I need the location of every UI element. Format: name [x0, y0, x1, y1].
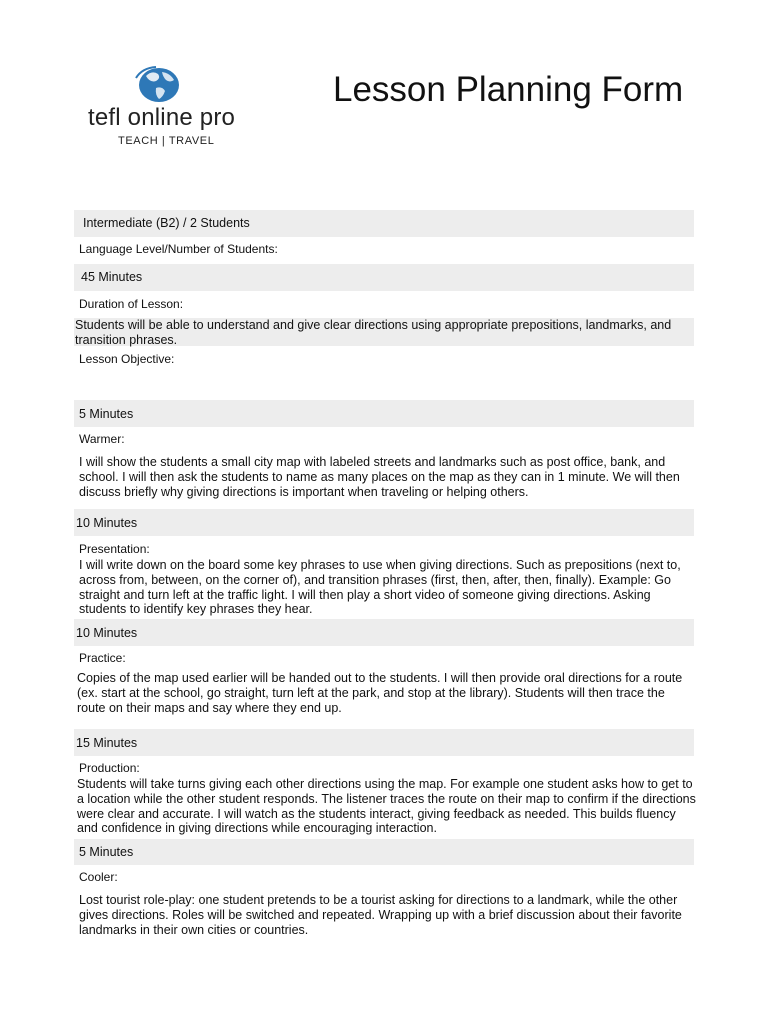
production-time-field: [74, 729, 694, 756]
practice-time: 10 Minutes: [76, 626, 138, 640]
practice-time-field: [74, 619, 694, 646]
cooler-time-field: [74, 839, 694, 865]
level-label: Language Level/Number of Students:: [79, 242, 278, 256]
warmer-time: 5 Minutes: [79, 407, 134, 421]
cooler-time: 5 Minutes: [79, 845, 134, 859]
practice-label: Practice:: [79, 651, 126, 665]
production-time: 15 Minutes: [76, 736, 138, 750]
page-title: Lesson Planning Form: [333, 70, 684, 109]
logo-tagline: TEACH | TRAVEL: [118, 135, 215, 147]
warmer-text: I will show the students a small city map with labeled streets and landmarks such as post office, bank, and school. I will then ask the students to name as many places on the map as they can in 1 minute. We will then discuss briefly why giving directions is important when traveling or helping others.: [79, 455, 680, 499]
level-value: Intermediate (B2) / 2 Students: [83, 216, 250, 230]
production-text: Students will take turns giving each other directions using the map. For example one student asks how to get to a location while the other student responds. The listener traces the route on their map to confirm if the directions were clear and accurate. I will watch as the students interact, giving feedback as needed. This builds fluency and confidence in giving directions while encouraging interaction.: [77, 777, 696, 836]
presentation-time-field: [74, 509, 694, 536]
practice-text: Copies of the map used earlier will be handed out to the students. I will then provide oral directions for a route (ex. start at the school, go straight, turn left at the park, and stop at the library). Students will then trace the route on their maps and say where they end up.: [77, 671, 683, 715]
level-field: [74, 210, 694, 237]
duration-label: Duration of Lesson:: [79, 297, 184, 311]
cooler-label: Cooler:: [79, 870, 118, 884]
duration-field: [74, 264, 694, 291]
cooler-text: Lost tourist role-play: one student pretends to be a tourist asking for directions to a landmark, while the other gives directions. Roles will be switched and repeated. Wrapping up with a brief discussion about their favorite landmarks in their own cities or countries.: [79, 893, 682, 937]
production-label: Production:: [79, 761, 140, 775]
presentation-text: I will write down on the board some key phrases to use when giving directions. Such as prepositions (next to, across from, between, on the corner of), and transition phrases (first, then, after, then, finally). Example: Go straight and turn left at the traffic light. I will then play a short video of someone giving directions. Asking students to identify key phrases they hear.: [79, 558, 681, 617]
duration-value: 45 Minutes: [81, 270, 143, 284]
logo-name: tefl online pro: [88, 104, 236, 131]
presentation-time: 10 Minutes: [76, 516, 138, 530]
warmer-label: Warmer:: [79, 432, 125, 446]
presentation-label: Presentation:: [79, 542, 150, 556]
objective-value: Students will be able to understand and give clear directions using appropriate prepositions, landmarks, and transition phrases.: [75, 318, 672, 347]
objective-label: Lesson Objective:: [79, 352, 175, 366]
warmer-time-field: [74, 400, 694, 427]
globe-icon: [134, 66, 184, 104]
brand-logo: [72, 60, 242, 156]
